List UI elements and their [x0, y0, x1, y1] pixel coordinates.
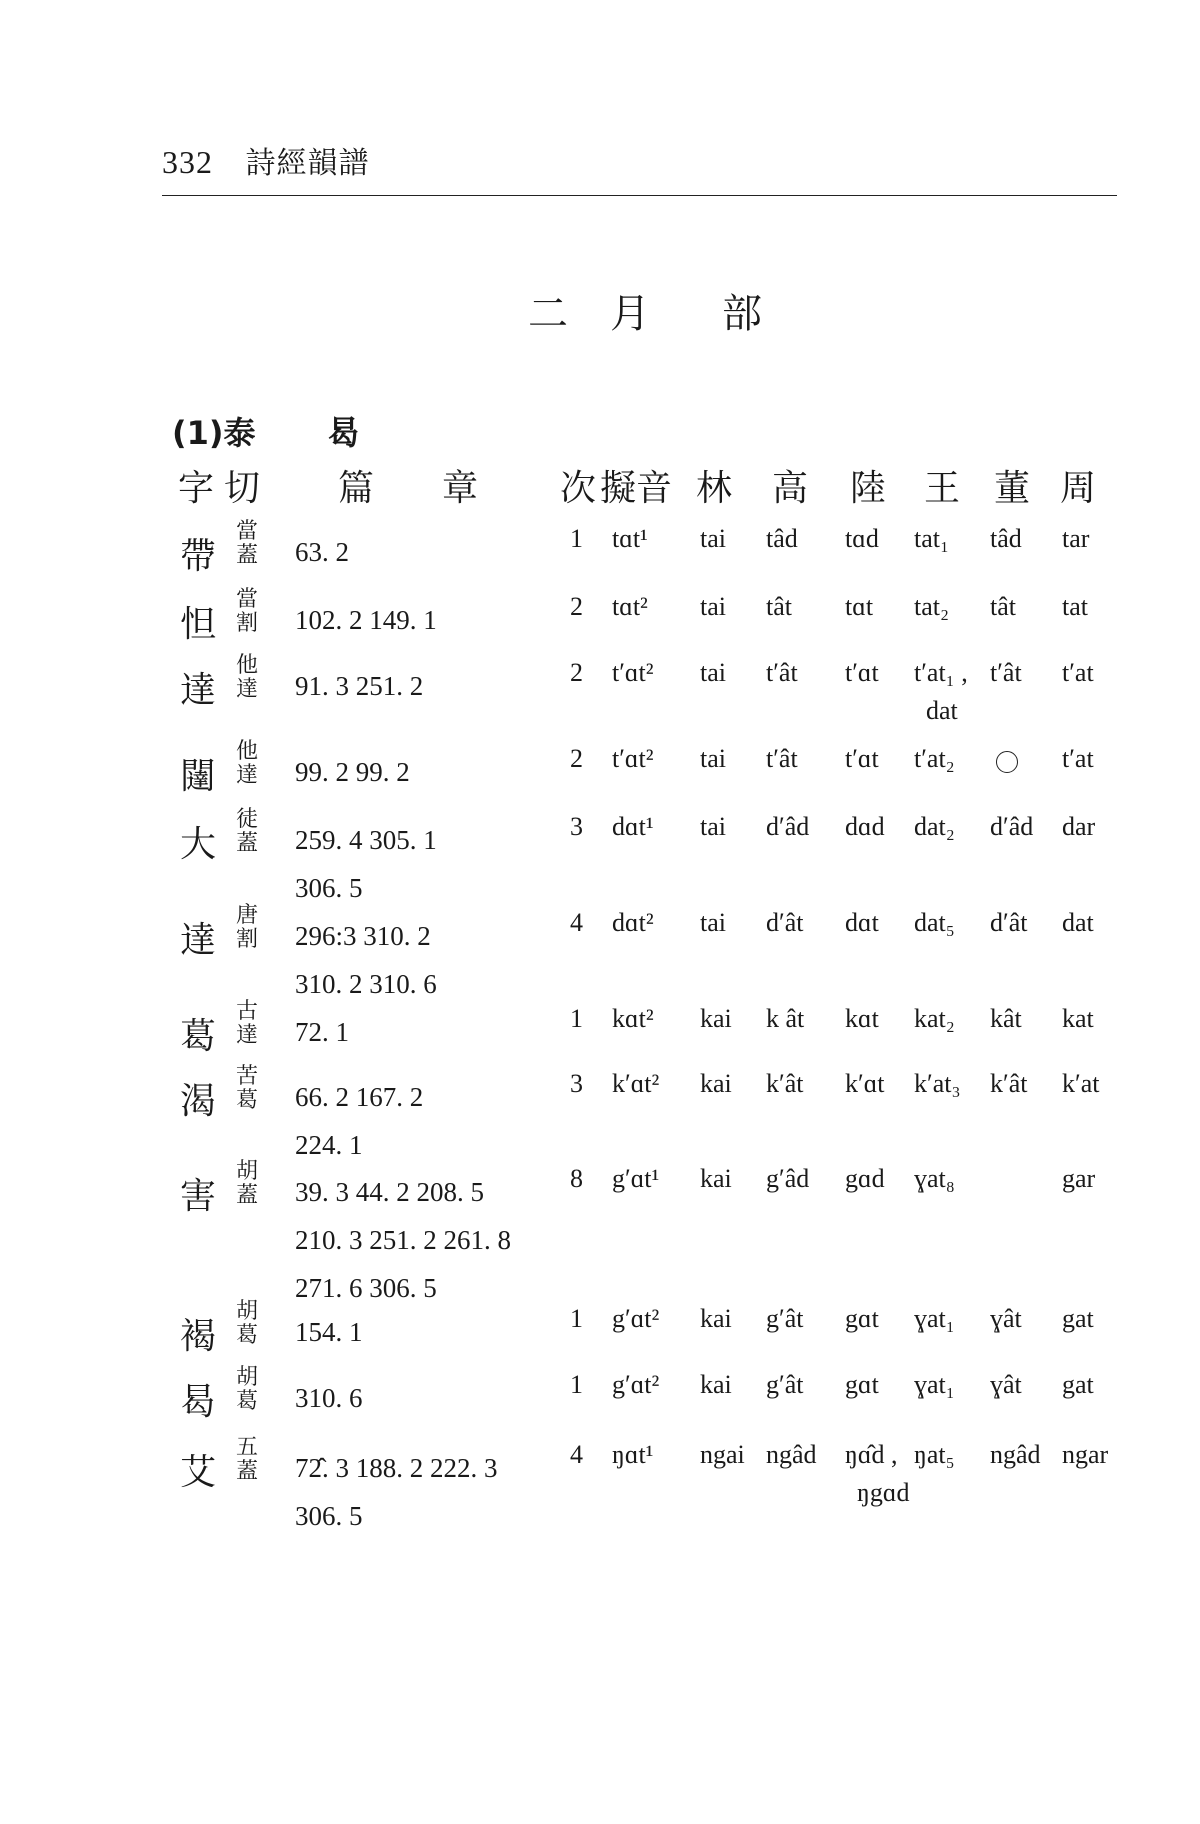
section-title-char: 二: [528, 291, 568, 337]
poem-ref-line: 306. 5: [295, 1501, 363, 1531]
cell-count: 3: [570, 812, 583, 841]
fanqie-upper: 當: [235, 519, 258, 544]
col-header-lu: 陸: [850, 468, 887, 509]
fanqie-upper: 胡: [235, 1365, 258, 1390]
cell-gao: g′âd: [766, 1164, 810, 1193]
cell-zhou: t′at: [1062, 658, 1094, 687]
cell-wang: ɣat₈: [914, 1164, 955, 1193]
fanqie-upper: 他: [235, 653, 258, 678]
rhyme-char: 葛: [180, 1016, 217, 1057]
cell-lin: kai: [700, 1164, 732, 1193]
cell-count: 1: [570, 1304, 583, 1333]
cell-count: 1: [570, 1370, 583, 1399]
cell-zhou: kat: [1062, 1004, 1094, 1033]
poem-ref-line: 210. 3 251. 2 261. 8: [295, 1225, 511, 1255]
cell-wang: ɣat₁: [914, 1304, 955, 1333]
cell-count: 8: [570, 1164, 583, 1193]
cell-zhou: tar: [1062, 524, 1090, 553]
fanqie-lower: 割: [235, 611, 258, 636]
poem-ref-line: 39. 3 44. 2 208. 5: [295, 1177, 484, 1207]
rhyme-char: 大: [180, 824, 217, 865]
cell-recon: k′ɑt²: [612, 1069, 660, 1098]
cell-wang: k′at₃: [914, 1069, 961, 1098]
poem-ref-line: 224. 1: [295, 1130, 363, 1160]
cell-count: 3: [570, 1069, 583, 1098]
rhyme-char: 帶: [180, 536, 217, 577]
poem-ref-line: 102. 2 149. 1: [295, 605, 437, 635]
poem-ref-line: 310. 6: [295, 1383, 363, 1413]
poem-ref-line: 99. 2 99. 2: [295, 757, 410, 787]
subsection-heading: [172, 408, 360, 454]
fanqie-upper: 胡: [235, 1299, 258, 1324]
fanqie-lower: 葛: [235, 1088, 258, 1113]
cell-lin: tai: [700, 744, 726, 773]
cell-lu: dɑt: [845, 908, 879, 937]
cell-dong: kât: [990, 1004, 1022, 1033]
poem-ref-line: 72̂. 3 188. 2 222. 3: [295, 1453, 498, 1483]
fanqie: [232, 808, 262, 856]
col-header-stanza: 章: [442, 468, 479, 509]
cell-gao: ngâd: [766, 1440, 817, 1469]
cell-lin: tai: [700, 812, 726, 841]
cell-zhou: t′at: [1062, 744, 1094, 773]
cell-lin: tai: [700, 908, 726, 937]
poem-ref-line: 91. 3 251. 2: [295, 671, 424, 701]
rhyme-char: 闥: [180, 756, 217, 797]
poem-ref-line: 296:3 310. 2: [295, 921, 431, 951]
page-number: 332: [162, 144, 213, 180]
cell-wang-alt: dat: [926, 696, 958, 725]
cell-wang: ŋat₅: [914, 1440, 955, 1469]
cell-zhou: gat: [1062, 1370, 1094, 1399]
cell-gao: k ât: [766, 1004, 805, 1033]
poem-refs: [295, 1444, 498, 1540]
cell-dong: t′ât: [990, 658, 1022, 687]
poem-ref-line: 310. 2 310. 6: [295, 969, 437, 999]
fanqie-lower: 葛: [235, 1389, 258, 1414]
cell-lin: tai: [700, 658, 726, 687]
fanqie: [232, 1065, 262, 1113]
cell-recon: kɑt²: [612, 1004, 654, 1033]
poem-refs: [295, 1374, 363, 1422]
cell-recon: g′ɑt²: [612, 1304, 660, 1333]
cell-wang: tat₂: [914, 592, 950, 621]
cell-lu: tɑt: [845, 592, 874, 621]
cell-recon: tɑt¹: [612, 524, 648, 553]
cell-dong: d′ât: [990, 908, 1028, 937]
poem-refs: [295, 596, 437, 644]
rhyme-char: 怛: [180, 604, 217, 645]
subsection-label: (1)泰: [172, 414, 256, 452]
fanqie: [232, 520, 262, 568]
rhyme-char: 害: [180, 1176, 217, 1217]
cell-recon: g′ɑt¹: [612, 1164, 660, 1193]
cell-zhou: dat: [1062, 908, 1094, 937]
cell-wang: dat₂: [914, 812, 955, 841]
cell-dong: ɣât: [990, 1304, 1022, 1333]
cell-lu-alt: ŋgɑd: [857, 1478, 910, 1507]
cell-gao: tât: [766, 592, 792, 621]
cell-dong: [996, 750, 1018, 780]
col-header-recon: 擬音: [600, 468, 673, 509]
cell-recon: ŋɑt¹: [612, 1440, 654, 1469]
cell-dong: tâd: [990, 524, 1022, 553]
cell-lu: gɑt: [845, 1304, 879, 1333]
cell-gao: g′ât: [766, 1304, 804, 1333]
fanqie: [232, 588, 262, 636]
fanqie-lower: 葛: [235, 1323, 258, 1348]
cell-zhou: k′at: [1062, 1069, 1100, 1098]
col-header-dong: 董: [994, 468, 1031, 509]
cell-gao: t′ât: [766, 658, 798, 687]
poem-ref-line: 66. 2 167. 2: [295, 1082, 424, 1112]
cell-lu: k′ɑt: [845, 1069, 885, 1098]
cell-dong: tât: [990, 592, 1016, 621]
cell-lu: gɑd: [845, 1164, 885, 1193]
fanqie-upper: 古: [235, 999, 258, 1024]
cell-count: 2: [570, 658, 583, 687]
cell-gao: d′ât: [766, 908, 804, 937]
col-header-wang: 王: [924, 468, 961, 509]
col-header-gao: 高: [772, 468, 809, 509]
cell-lin: tai: [700, 592, 726, 621]
cell-count: 4: [570, 908, 583, 937]
cell-lu: ŋɑ̂d ,: [845, 1440, 898, 1469]
cell-zhou: tat: [1062, 592, 1088, 621]
poem-ref-line: 72. 1: [295, 1017, 349, 1047]
fanqie-upper: 徒: [235, 807, 258, 832]
cell-recon: dɑt¹: [612, 812, 654, 841]
cell-count: 2: [570, 744, 583, 773]
cell-zhou: dar: [1062, 812, 1096, 841]
book-title: 詩經韻譜: [245, 146, 370, 181]
cell-zhou: gat: [1062, 1304, 1094, 1333]
cell-count: 1: [570, 524, 583, 553]
cell-wang: t′at₁ ,: [914, 658, 968, 687]
poem-refs: [295, 748, 410, 796]
fanqie-lower: 蓋: [235, 1459, 258, 1484]
fanqie-upper: 唐: [235, 903, 258, 928]
fanqie-upper: 他: [235, 739, 258, 764]
cell-lin: tai: [700, 524, 726, 553]
cell-wang: t′at₂: [914, 744, 955, 773]
poem-refs: [295, 912, 437, 1008]
fanqie-lower: 達: [235, 763, 258, 788]
poem-ref-line: 306. 5: [295, 873, 363, 903]
fanqie: [232, 1160, 262, 1208]
cell-lu: tɑd: [845, 524, 879, 553]
cell-recon: g′ɑt²: [612, 1370, 660, 1399]
rhyme-char: 渴: [180, 1081, 217, 1122]
cell-wang: dat₅: [914, 908, 955, 937]
cell-count: 2: [570, 592, 583, 621]
header-rule: [162, 195, 1117, 196]
cell-zhou: ngar: [1062, 1440, 1109, 1469]
cell-wang: kat₂: [914, 1004, 955, 1033]
cell-wang: tat₁: [914, 524, 950, 553]
cell-gao: t′ât: [766, 744, 798, 773]
cell-recon: t′ɑt²: [612, 658, 654, 687]
cell-count: 4: [570, 1440, 583, 1469]
fanqie: [232, 1000, 262, 1048]
poem-ref-line: 259. 4 305. 1: [295, 825, 437, 855]
fanqie-lower: 蓋: [235, 831, 258, 856]
cell-lu: t′ɑt: [845, 744, 879, 773]
col-header-zhou: 周: [1060, 468, 1097, 509]
rhyme-char: 達: [180, 670, 217, 711]
fanqie: [232, 1300, 262, 1348]
fanqie-upper: 胡: [235, 1159, 258, 1184]
cell-lu: kɑt: [845, 1004, 879, 1033]
cell-lin: kai: [700, 1004, 732, 1033]
poem-refs: [295, 662, 423, 710]
running-header: [162, 138, 370, 182]
fanqie-lower: 達: [235, 1023, 258, 1048]
poem-refs: [295, 528, 349, 576]
cell-gao: k′ât: [766, 1069, 804, 1098]
fanqie: [232, 904, 262, 952]
poem-refs: [295, 1168, 511, 1312]
cell-recon: dɑt²: [612, 908, 654, 937]
fanqie: [232, 740, 262, 788]
poem-ref-line: 154. 1: [295, 1317, 363, 1347]
cell-lu: t′ɑt: [845, 658, 879, 687]
subsection-label-2: 曷: [327, 414, 360, 452]
cell-dong: d′âd: [990, 812, 1034, 841]
fanqie-lower: 割: [235, 927, 258, 952]
fanqie: [232, 654, 262, 702]
rhyme-char: 褐: [180, 1316, 217, 1357]
rhyme-char: 達: [180, 920, 217, 961]
poem-ref-line: 271. 6 306. 5: [295, 1273, 437, 1303]
cell-lu: dɑd: [845, 812, 885, 841]
cell-dong: k′ât: [990, 1069, 1028, 1098]
cell-lin: kai: [700, 1370, 732, 1399]
poem-ref-line: 63. 2: [295, 537, 349, 567]
col-header-lin: 林: [696, 468, 733, 509]
cell-lin: kai: [700, 1304, 732, 1333]
cell-dong: ngâd: [990, 1440, 1041, 1469]
cell-lin: kai: [700, 1069, 732, 1098]
fanqie: [232, 1366, 262, 1414]
fanqie-upper: 當: [235, 587, 258, 612]
poem-refs: [295, 816, 437, 912]
circle-mark-icon: [996, 751, 1018, 773]
cell-wang: ɣat₁: [914, 1370, 955, 1399]
poem-refs: [295, 1308, 363, 1356]
col-header-fanqie: 切: [224, 468, 261, 509]
fanqie-lower: 蓋: [235, 543, 258, 568]
section-title-char: 月: [610, 291, 650, 337]
cell-zhou: gar: [1062, 1164, 1096, 1193]
cell-lin: ngai: [700, 1440, 745, 1469]
fanqie: [232, 1436, 262, 1484]
cell-count: 1: [570, 1004, 583, 1033]
rhyme-char: 艾: [180, 1452, 217, 1493]
fanqie-lower: 達: [235, 677, 258, 702]
col-header-poem: 篇: [338, 468, 375, 509]
rhyme-char: 曷: [180, 1382, 217, 1423]
cell-recon: tɑt²: [612, 592, 648, 621]
cell-gao: d′âd: [766, 812, 810, 841]
col-header-count: 次: [560, 468, 597, 509]
cell-lu: gɑt: [845, 1370, 879, 1399]
fanqie-upper: 苦: [235, 1064, 258, 1089]
fanqie-upper: 五: [235, 1435, 258, 1460]
section-title-char: 部: [722, 291, 762, 337]
fanqie-lower: 蓋: [235, 1183, 258, 1208]
cell-gao: tâd: [766, 524, 798, 553]
cell-gao: g′ât: [766, 1370, 804, 1399]
poem-refs: [295, 1073, 423, 1169]
col-header-char: 字: [178, 468, 215, 509]
cell-dong: ɣât: [990, 1370, 1022, 1399]
cell-recon: t′ɑt²: [612, 744, 654, 773]
poem-refs: [295, 1008, 349, 1056]
